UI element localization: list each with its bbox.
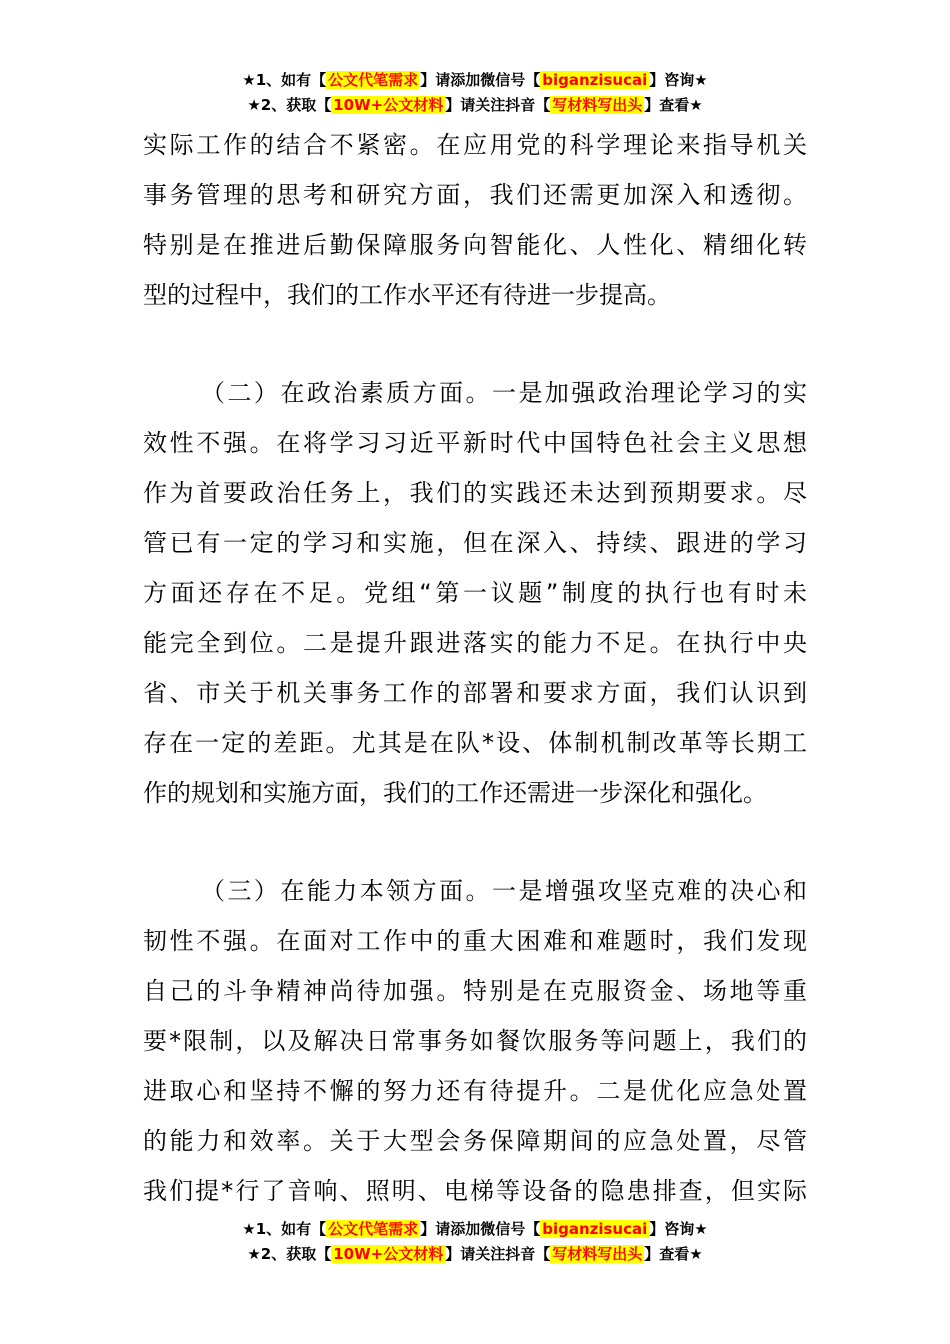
- footer-banner-line-1: [0, 1217, 950, 1242]
- header-banner-line-2: [0, 93, 950, 118]
- header-banner-line-1: [0, 68, 950, 93]
- banner-highlight: biganzisucai: [542, 1220, 648, 1238]
- banner-highlight: 公文代笔需求: [328, 1220, 419, 1238]
- text-line: 管已有一定的学习和实施，但在深入、持续、跟进的学习: [143, 529, 807, 557]
- paragraph-gap: [143, 818, 807, 866]
- banner-text: 】查看★: [644, 96, 703, 114]
- banner-highlight: 10W+公文材料: [333, 96, 444, 114]
- banner-highlight: biganzisucai: [542, 71, 648, 89]
- banner-text: ★1、如有【: [242, 1220, 327, 1238]
- footer-banner: [0, 1217, 950, 1267]
- banner-text: ★2、获取【: [247, 96, 332, 114]
- text-line: 特别是在推进后勤保障服务向智能化、人性化、精细化转: [143, 231, 807, 259]
- text-line: 方面还存在不足。党组“第一议题”制度的执行也有时未: [143, 579, 807, 607]
- text-line: 韧性不强。在面对工作中的重大困难和难题时，我们发现: [143, 927, 807, 955]
- text-line: 型的过程中，我们的工作水平还有待进一步提高。: [143, 281, 671, 309]
- paragraph-3: [143, 866, 807, 1216]
- banner-text: 】查看★: [644, 1245, 703, 1263]
- banner-text: 】咨询★: [649, 71, 708, 89]
- banner-text: 】请添加微信号【: [420, 1220, 541, 1238]
- banner-text: ★1、如有【: [242, 71, 327, 89]
- text-line: 要*限制，以及解决日常事务如餐饮服务等问题上，我们的: [143, 1027, 807, 1055]
- text-line: 作为首要政治任务上，我们的实践还未达到预期要求。尽: [143, 479, 807, 507]
- text-line: 实际工作的结合不紧密。在应用党的科学理论来指导机关: [143, 131, 807, 159]
- text-line: 的能力和效率。关于大型会务保障期间的应急处置，尽管: [143, 1127, 807, 1155]
- banner-text: 】请关注抖音【: [445, 96, 551, 114]
- text-line: 省、市关于机关事务工作的部署和要求方面，我们认识到: [143, 679, 807, 707]
- text-line: 我们提*行了音响、照明、电梯等设备的隐患排查，但实际: [143, 1177, 807, 1205]
- text-line: 效性不强。在将学习习近平新时代中国特色社会主义思想: [143, 429, 807, 457]
- footer-banner-line-2: [0, 1242, 950, 1267]
- banner-text: 】请添加微信号【: [420, 71, 541, 89]
- banner-highlight: 公文代笔需求: [328, 71, 419, 89]
- text-line: （二）在政治素质方面。一是加强政治理论学习的实: [201, 379, 807, 407]
- banner-text: 】请关注抖音【: [445, 1245, 551, 1263]
- text-line: 自己的斗争精神尚待加强。特别是在克服资金、场地等重: [143, 977, 807, 1005]
- paragraph-gap: [143, 320, 807, 368]
- text-line: 事务管理的思考和研究方面，我们还需更加深入和透彻。: [143, 181, 807, 209]
- text-line: 作的规划和实施方面，我们的工作还需进一步深化和强化。: [143, 779, 767, 807]
- text-line: 存在一定的差距。尤其是在队*设、体制机制改革等长期工: [143, 729, 807, 757]
- text-line: 能完全到位。二是提升跟进落实的能力不足。在执行中央: [143, 629, 807, 657]
- banner-text: 】咨询★: [649, 1220, 708, 1238]
- text-line: 进取心和坚持不懈的努力还有待提升。二是优化应急处置: [143, 1077, 807, 1105]
- document-body: [143, 120, 807, 1216]
- paragraph-1: [143, 120, 807, 320]
- banner-highlight: 写材料写出头: [552, 96, 643, 114]
- banner-highlight: 写材料写出头: [552, 1245, 643, 1263]
- text-line: （三）在能力本领方面。一是增强攻坚克难的决心和: [201, 877, 807, 905]
- paragraph-2: [143, 368, 807, 818]
- banner-text: ★2、获取【: [247, 1245, 332, 1263]
- banner-highlight: 10W+公文材料: [333, 1245, 444, 1263]
- header-banner: [0, 68, 950, 118]
